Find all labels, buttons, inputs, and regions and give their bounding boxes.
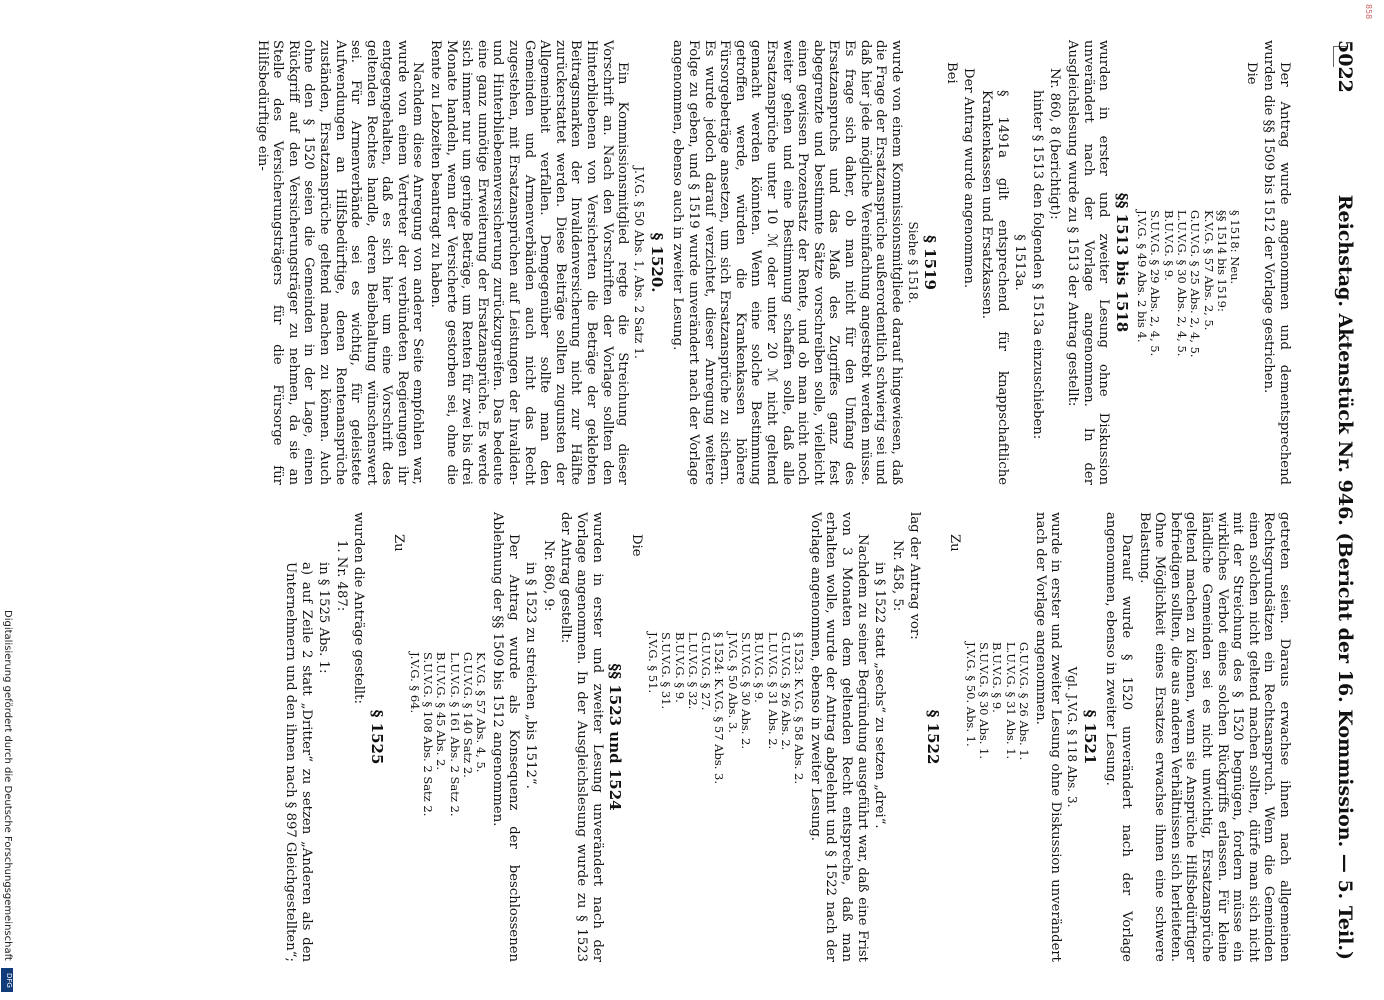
funding-sidebar — [2, 610, 14, 990]
motion-text: in § 1523 zu streichen „bis 1512“. — [523, 562, 539, 789]
legal-references: § 1518: Neu. §§ 1514 bis 1519: K.V.G. § 57 Abs. 2, 5. G.U.V.G. § 25 Abs. 2, 4, 5. L.U.V.G. § 30 Abs. 2, 4, 5. B.U.V.G. § 9. S.U.V.G. § 29 Abs. 2, 4, 5. J.V.G. § 49 Abs. 2 bis 4. — [1135, 210, 1243, 358]
motion-text: § 1491a gilt entsprechend für knappschaftliche Krankenkassen und Ersatzkassen. — [979, 90, 1010, 485]
text-paragraph: wurden in erster und zweiter Lesung unverändert nach der Vorlage angenommen. In der Ausgleichslesung wurde zu § 1523 der Antrag gestellt: — [558, 512, 605, 962]
funding-note: Digitalisierung gefördert durch die Deutsche Forschungsgemeinschaft — [2, 610, 13, 961]
page-id: 858 — [1364, 4, 1373, 20]
text-line: Die — [628, 534, 644, 557]
section-heading: §§ 1513 bis 1518 — [1112, 192, 1131, 333]
motion-text: in § 1525 Abs. 1: — [316, 562, 332, 674]
text-line: lag der Antrag vor: — [907, 512, 923, 640]
text-line: Die — [1243, 62, 1259, 85]
text-line: Zu — [390, 534, 406, 552]
motion-number: 1. Nr. 487: — [333, 540, 349, 612]
dfg-logo: DFG — [1, 968, 13, 992]
legal-reference: Vgl. J.V.G. § 118 Abs. 3. — [1065, 666, 1080, 808]
section-heading: § 1519 — [921, 235, 940, 290]
text-line: wurden die Anträge gestellt: — [351, 512, 367, 704]
text-line: Bei — [943, 62, 959, 84]
see-reference: Siehe § 1518. — [905, 221, 920, 304]
text-paragraph: Nachdem diese Anregung von anderer Seite empfohlen war, wurde von einem Vertreter der verbündeten Regierungen ihr entgegengehalten, daß es sich hier um eine Vorschrift des geltenden Rechtes handle, deren Beibehaltung wünschenswert sei. Für Armenverbände sei es wichtig, für geleistete Aufwendungen an Hilfsbedürftige, denen Rentenansprüche zuständen, Ersatzansprüche geltend machen zu können. Auch ohne den § 1520 seien die Gemeinden in der Lage, einen Rückgriff auf den Versicherungsträger zu nehmen, da sie an Stelle des Versicherungsträgers für die Fürsorge für Hilfsbedürftige ein- — [254, 40, 426, 485]
left-column — [252, 40, 1292, 485]
motion-number: Nr. 860, 9: — [540, 540, 556, 612]
legal-references: G.U.V.G. § 26 Abs. 1. L.U.V.G. § 31 Abs. 1. B.U.V.G. § 9. S.U.V.G. § 30 Abs. 1. J.V.G. § 50. Abs. 1. — [963, 642, 1032, 761]
motion-number: Nr. 458, 5: — [889, 540, 905, 612]
text-paragraph: Ein Kommissionsmitglied regte die Streichung dieser Vorschrift an. Nach den Vorschriften der Vorlage sollten den Hinterbliebenen von Versicherten die Beträge der geklebten Beitragsmarken der Invalidenversicherung nicht zur Hälfte zurückerstattet werden. Diese Beiträge sollten zugunsten der Allgemeinheit verfallen. Demgegenüber sollte man den Gemeinden und Armenverbänden auch nicht das Recht zugestehen, mit Ersatzansprüchen auf Leistungen der Invaliden- und Hinterbliebenenversicherung zurückzugreifen. Das bedeute eine ganz unnötige Erweiterung der Ersatzansprüche. Es werde sich immer nur um geringe Beträge, um Renten für zwei bis drei Monate handeln, wenn der Versicherte gestorben sei, ohne die Rente zu Lebzeiten beantragt zu haben. — [428, 40, 631, 485]
motion-text: hinter § 1513 den folgenden § 1513a einzuschieben: — [1029, 90, 1045, 440]
text-paragraph: wurde von einem Kommissionsmitgliede darauf hingewiesen, daß die Frage der Ersatzansprüche außerordentlich schwierig sei und daß hier jede mögliche Vereinfachung angestrebt werden müsse. Es frage sich daher, ob man nicht für den Umfang des Ersatzanspruchs und das Maß des Zugriffes ganz fest abgegrenzte und bestimmte Sätze vorschreiben solle, vielleicht einen gewissen Prozentsatz der Rente, und ob man nicht noch weiter gehen und eine Bestimmung schaffen solle, daß alle Ersatzansprüche unter 10 ℳ oder unter 20 ℳ nicht geltend gemacht werden könnten. Wenn eine solche Bestimmung getroffen werde, würden die Krankenkassen höhere Fürsorgebeträge ansetzen, um sich Ersatzansprüche zu sichern. Es wurde jedoch darauf verzichtet, dieser Anregung weitere Folge zu geben, und § 1519 wurde unverändert nach der Vorlage angenommen, ebenso auch in zweiter Lesung. — [670, 40, 904, 485]
section-heading: § 1521 — [1080, 709, 1099, 765]
section-heading: § 1522 — [924, 709, 943, 765]
motion-text: a) auf Zeile 2 statt „Dritter“ zu setzen „Anderen als den Unternehmern und den ihnen nach § 897 Gleichgestellten“; — [283, 562, 314, 962]
motion-text: in § 1522 statt „sechs“ zu setzen „drei“. — [872, 562, 888, 829]
text-paragraph: wurde in erster und zweiter Lesung ohne Diskussion unverändert nach der Vorlage angenommen. — [1032, 512, 1064, 962]
right-column — [280, 512, 1292, 962]
legal-references: K.V.G. § 57 Abs. 4, 5. G.U.V.G. § 140 Satz 2. L.U.V.G. § 161 Abs. 2 Satz 2. B.U.V.G. § 45 Abs. 2. S.U.V.G. § 108 Abs. 2 Satz 2. J.V.G. § 64. — [407, 652, 489, 817]
text-paragraph: wurden in erster und zweiter Lesung ohne Diskussion unverändert nach der Vorlage angenommen. In der Ausgleichslesung wurde zu § 1513 der Antrag gestellt: — [1065, 40, 1112, 485]
text-line: Zu — [946, 534, 962, 552]
page-header — [1324, 40, 1356, 960]
text-paragraph: Darauf wurde § 1520 unverändert nach der Vorlage angenommen, ebenso in zweiter Lesung. — [1103, 512, 1135, 962]
section-heading: §§ 1523 und 1524 — [606, 663, 625, 811]
motion-number: Nr. 860, 8 (berichtigt): — [1047, 68, 1063, 220]
text-paragraph: Der Antrag wurde angenommen und dementsprechend wurden die §§ 1509 bis 1512 der Vorlage gestrichen. — [1261, 40, 1292, 485]
section-heading: § 1520. — [647, 232, 666, 293]
text-paragraph: getreten seien. Daraus erwachse ihnen nach allgemeinen Rechtsgrundsätzen ein Rechtsanspruch. Wenn die Gemeinden einen solchen nicht geltend machen sollten, dürfe man sich nicht mit der Streichung des § 1520 begnügen, fordern müsse ein wirkliches Verbot eines solchen Rückgriffs erlassen. Für kleine ländliche Gemeinden sei es nicht unwichtig, Ersatzansprüche geltend machen zu können, wenn sie Ansprüche Hilfsbedürftiger befriedigen sollten, die aus anderen Verhältnissen sich herleiteten. Ohne Möglichkeit eines Ersatzes erwachse ihnen eine schwere Belastung. — [1136, 512, 1292, 962]
page-title: Reichstag. Aktenstück Nr. 946. (Bericht der 16. Kommission. — 5. Teil.) — [1334, 194, 1356, 960]
text-paragraph: Nachdem zu seiner Begründung ausgeführt war, daß eine Frist von 3 Monaten dem geltenden Recht entspreche, daß man erhalten wolle, wurde der Antrag abgelehnt und § 1522 nach der Vorlage angenommen, ebenso in zweiter Lesung. — [807, 512, 870, 962]
section-heading: § 1525 — [367, 709, 386, 765]
text-paragraph: Der Antrag wurde als Konsequenz der beschlossenen Ablehnung der §§ 1509 bis 1512 angenommen. — [489, 512, 521, 962]
text-line: Der Antrag wurde angenommen. — [961, 68, 977, 289]
section-label: § 1513a. — [1012, 234, 1028, 291]
legal-reference: J.V.G. § 50 Abs. 1, Abs. 2 Satz 1. — [632, 166, 647, 359]
page-number: 5022 — [1334, 40, 1356, 93]
legal-references: § 1523: K.V.G. § 58 Abs. 2. G.U.V.G. § 26 Abs. 2. L.U.V.G. § 31 Abs. 2. B.U.V.G. § 9. S.U.V.G. § 30 Abs. 2. J.V.G. § 50 Abs. 3. § 1524: K.V.G. § 57 Abs. 3. G.U.V.G. § 27. L.U.V.G. § 32. B.U.V.G. § 9. S.U.V.G. § 31. J.V.G. § 51. — [646, 632, 807, 785]
